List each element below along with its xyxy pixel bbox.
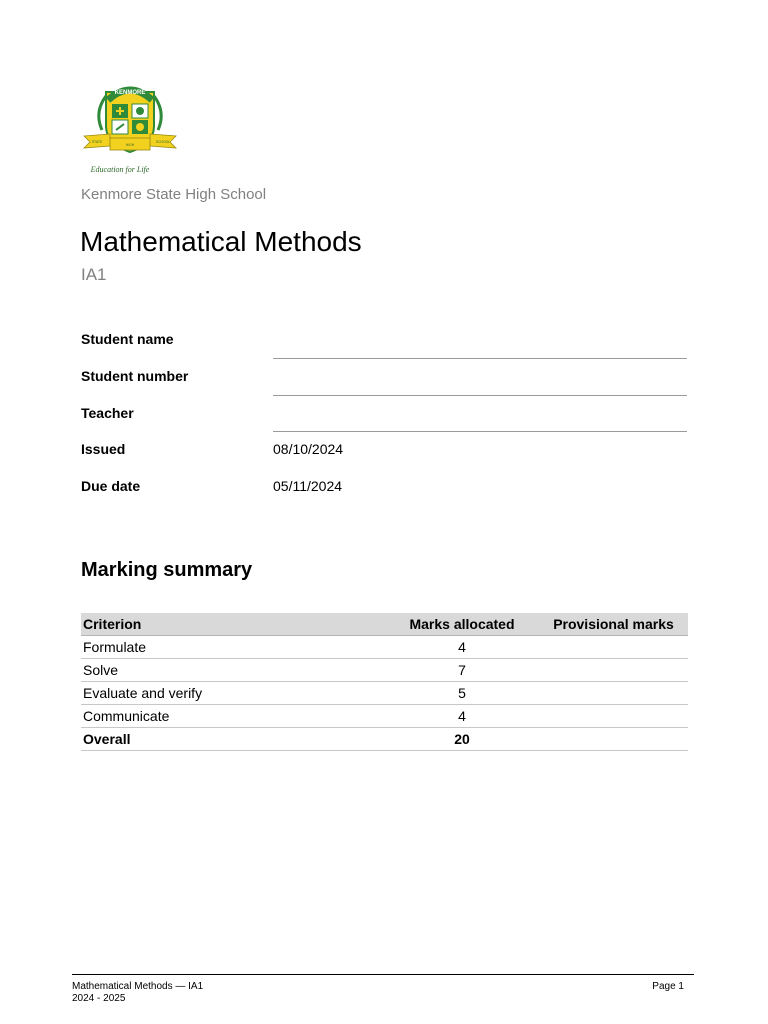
provisional-marks-cell [539, 636, 688, 659]
issued-row [81, 432, 687, 469]
overall-label: Overall [81, 728, 385, 751]
column-header-provisional-marks: Provisional marks [539, 613, 688, 636]
table-row [81, 636, 688, 659]
due-date: 05/11/2024 [273, 478, 343, 495]
marks-allocated-cell: 4 [385, 636, 539, 659]
column-header-criterion: Criterion [81, 613, 385, 636]
marks-allocated-cell: 5 [385, 682, 539, 705]
provisional-marks-cell [539, 659, 688, 682]
issued-label: Issued [81, 441, 126, 458]
due-date-row [81, 469, 687, 506]
student-info-block [81, 322, 687, 506]
svg-text:Education for Life: Education for Life [90, 165, 150, 174]
provisional-marks-cell [539, 705, 688, 728]
teacher-label: Teacher [81, 404, 134, 421]
marking-summary-heading: Marking summary [81, 559, 253, 581]
student-number-label: Student number [81, 367, 189, 384]
footer-left [72, 981, 203, 1005]
svg-text:SCHOOL: SCHOOL [155, 140, 171, 144]
footer-year: 2024 - 2025 [72, 993, 126, 1004]
footer-page-number: Page 1 [652, 981, 684, 992]
marks-allocated-cell: 7 [385, 659, 539, 682]
criterion-cell: Evaluate and verify [81, 682, 385, 705]
overall-provisional-marks [539, 728, 688, 751]
svg-text:KENMORE: KENMORE [114, 90, 146, 96]
svg-text:HIGH: HIGH [125, 143, 135, 147]
overall-marks-allocated: 20 [385, 728, 539, 751]
overall-row [81, 728, 688, 751]
teacher-row [81, 396, 687, 433]
table-row [81, 682, 688, 705]
footer-divider [72, 974, 694, 975]
criterion-cell: Solve [81, 659, 385, 682]
table-row [81, 705, 688, 728]
assessment-code: IA1 [81, 265, 107, 284]
student-number-row [81, 359, 687, 396]
school-name: Kenmore State High School [81, 186, 267, 203]
school-crest-logo [80, 78, 180, 178]
marking-summary-table [81, 613, 688, 751]
column-header-marks-allocated: Marks allocated [385, 613, 539, 636]
table-row [81, 659, 688, 682]
marks-allocated-cell: 4 [385, 705, 539, 728]
criterion-cell: Communicate [81, 705, 385, 728]
criterion-cell: Formulate [81, 636, 385, 659]
provisional-marks-cell [539, 682, 688, 705]
table-header-row [81, 613, 688, 636]
svg-text:STATE: STATE [91, 140, 103, 144]
page-title: Mathematical Methods [80, 226, 362, 257]
due-date-label: Due date [81, 478, 141, 495]
student-name-row [81, 322, 687, 359]
issued-date: 08/10/2024 [273, 441, 344, 458]
footer-doc-title: Mathematical Methods — IA1 [72, 981, 204, 992]
student-name-label: Student name [81, 331, 174, 347]
